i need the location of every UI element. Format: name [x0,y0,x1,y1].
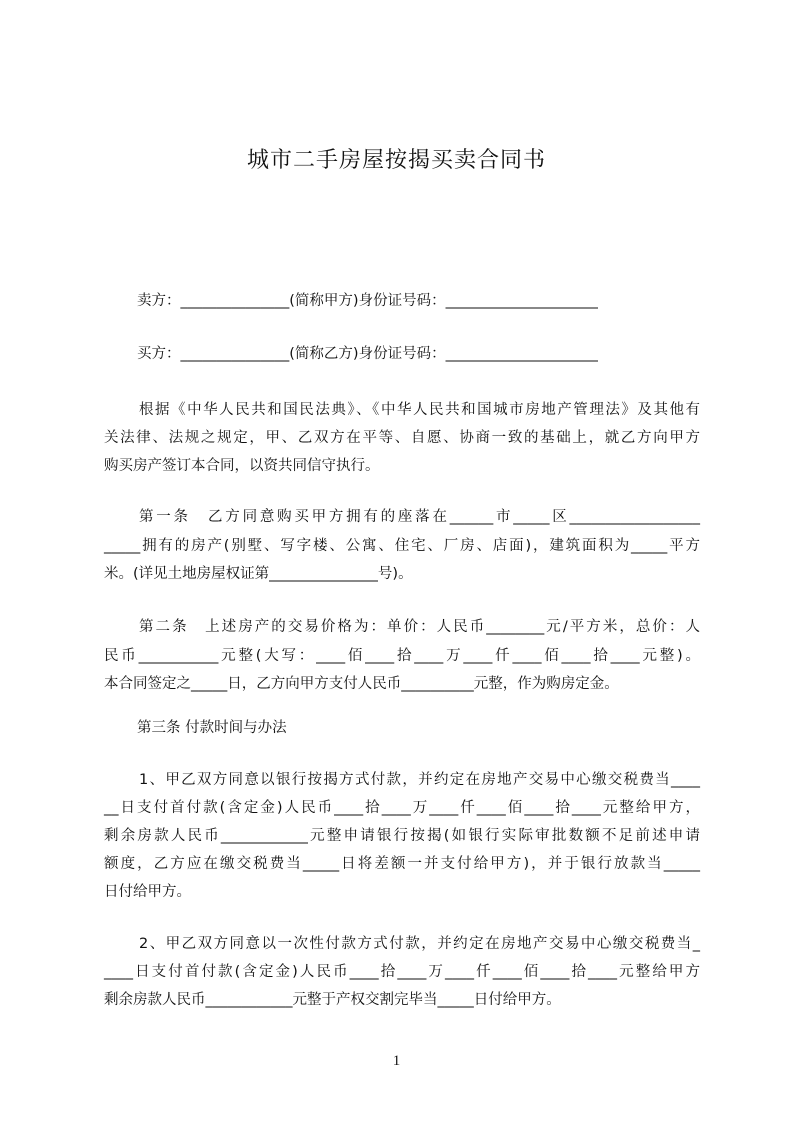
article-1-line-1: 第一条 乙方同意购买甲方拥有的座落在______市_____区__________________ [139,509,700,525]
clause-1-line-1: 1、甲乙双方同意以银行按揭方式付款，并约定在房地产交易中心缴交税费当____ [139,772,700,788]
clause-2-line-2: ____日支付首付款(含定金)人民币____拾____万____仟____佰____拾____元整给甲方 [104,964,700,980]
clause-1-line-4: 额度，乙方应在缴交税费当_____日将差额一并支付给甲方)，并于银行放款当_____ [104,856,700,872]
clause-1-line-5: 日付给甲方。 [104,884,191,900]
clause-1-line-3: 剩余房款人民币____________元整申请银行按揭(如银行实际审批数额不足前述申请 [104,828,700,844]
article-2-line-2: 民币___________元整(大写：____佰____拾____万____仟____佰____拾____元整)。 [104,648,700,664]
page-number: 1 [392,1053,401,1069]
preamble-line-2: 关法律、法规之规定，甲、乙双方在平等、自愿、协商一致的基础上，就乙方向甲方 [104,430,700,446]
clause-2-line-3: 剩余房款人民币____________元整于产权交割完毕当_____日付给甲方。 [104,992,561,1008]
clause-1-line-2: __日支付首付款(含定金)人民币____拾____万____仟____佰____拾____元整给甲方， [104,800,700,816]
document-title: 城市二手房屋按揭买卖合同书 [246,148,546,173]
seller-line: 卖方：_______________(简称甲方)身份证号码：_____________________ [137,293,598,309]
article-1-line-3: 米。(详见土地房屋权证第_______________号)。 [104,566,413,582]
clause-2-line-1: 2、甲乙双方同意以一次性付款方式付款，并约定在房地产交易中心缴交税费当_ [139,936,700,952]
preamble-line-3: 购买房产签订本合同，以资共同信守执行。 [104,458,380,474]
preamble-line-1: 根据《中华人民共和国民法典》、《中华人民共和国城市房地产管理法》及其他有 [139,402,700,418]
article-3-heading: 第三条 付款时间与办法 [137,720,287,736]
article-1-line-2: _____拥有的房产(别墅、写字楼、公寓、住宅、厂房、店面)，建筑面积为_____平方 [104,538,700,554]
article-2-line-3: 本合同签定之_____日，乙方向甲方支付人民币__________元整，作为购房定金。 [104,676,619,692]
buyer-line: 买方：_______________(简称乙方)身份证号码：_____________________ [137,346,598,362]
article-2-line-1: 第二条 上述房产的交易价格为：单价：人民币________元/平方米，总价：人 [139,619,700,635]
